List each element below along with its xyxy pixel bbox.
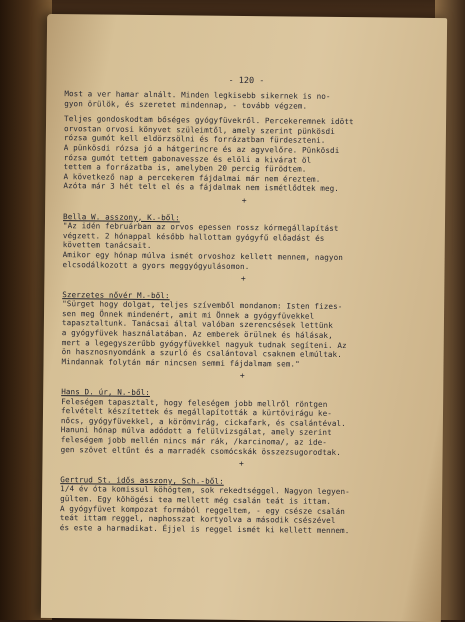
text-line: A gyógyfüvet kompozat formából reggeltem, - egy csésze csalán xyxy=(59,503,346,516)
page-number: - 120 - xyxy=(228,75,265,87)
text-line: gültem. Egy köhögési tea mellett még csalán teát is ittam. xyxy=(60,494,332,506)
text-line: Azóta már 3 hét telt el és a fájdalmak nem ismétlődtek meg. xyxy=(63,181,340,194)
text-line: 1/4 év óta komissul köhögtem, sok rekedtséggel. Nagyon legyen- xyxy=(60,484,350,497)
testimonial-heading: Szerzetes nővér M.-ből: xyxy=(62,289,170,300)
text-line: Amikor egy hónap múlva ismét orvoshoz kellett mennem, nagyon xyxy=(62,250,343,262)
text-line: teát ittam reggel, naphosszat kortyolva a második csészével xyxy=(59,513,336,526)
text-line: és este a harmadikat. Éjjel is reggel ismét ki kellett mennem. xyxy=(59,522,350,535)
text-line: felvételt készítettek és megállapították a kürtövirágu ke- xyxy=(60,406,333,419)
testimonial-heading: Hans D. úr, N.-ből: xyxy=(61,387,151,398)
text-line: Teljes gondoskodtam bőséges gyógyfüvekről. Percekeremnek idött xyxy=(64,114,354,127)
text-line: nőcs, gyógyfüvekkel, a körömvirág, cickafark, és csalántéval. xyxy=(60,415,346,428)
text-line: gen szövet eltűnt és a marradék csomócskák összezsugorodtak. xyxy=(60,444,341,457)
text-line: tettem a forrázatba is, amelyben 20 percig fürödtem. xyxy=(63,162,307,174)
testimonial-heading: Bella W. asszony, K.-ből: xyxy=(63,211,180,222)
paragraph xyxy=(61,299,424,370)
section-separator: + xyxy=(240,274,246,284)
section-separator: + xyxy=(238,459,244,469)
text-line: végzett. 2 hónappal később hallottam gyógyfű előadást és xyxy=(62,230,325,243)
text-line: a gyógyfüvek használatában. Az emberek örülnek és hálásak, xyxy=(61,328,333,340)
text-line: mert a legegyszerűbb gyógyfüvekkel nagyuk tudnak segíteni. Az xyxy=(61,337,347,350)
text-line: A következő nap a percekerem fájdalmai már nem éreztem. xyxy=(63,171,321,184)
paragraph xyxy=(64,89,426,112)
text-line: Most a ver hamar alnált. Minden legkisebb sikernek is no- xyxy=(64,89,331,101)
testimonial-heading: Gertrud St. idős asszony, Sch.-ből: xyxy=(60,474,224,486)
text-line: követtem tanácsait. xyxy=(62,240,152,251)
text-line: feleségem jobb mellén nincs már rák, /karcinoma/, az ide- xyxy=(60,435,328,447)
page-text xyxy=(60,89,427,536)
paragraph xyxy=(63,221,425,273)
section-separator: + xyxy=(241,195,247,205)
text-line: "Sürget hogy dolgat, teljes szívemből mondanom: Isten fizes- xyxy=(62,299,343,312)
paragraph xyxy=(61,397,424,458)
text-line: ön hasznosnyomdánk a szurló és csalántoval csaknem elmúltak. xyxy=(61,347,342,360)
text-line: A pünkösdi rózsa jó a hátgerincre és az agyvelőre. Pünkösdi xyxy=(63,143,340,155)
paragraph xyxy=(63,114,426,195)
text-line: elcsodálkozott a gyors meggyógyulásomon. xyxy=(62,259,250,271)
text-line: Feleségem tapasztalt, hogy feleségem jobb mellről röntgen xyxy=(61,396,328,409)
text-line: gyon örülök, és szeretet mindennap, - tovább végzem. xyxy=(64,98,308,111)
text-line: rózsa gumót tettem gabonavessze és elöli a kivárat öl xyxy=(63,152,312,165)
text-line: tapasztaltunk. Tanácsai által valóban szerencsések lettünk xyxy=(61,318,333,331)
text-line: sen meg Önnek mindenért, amit mi Önnek a gyógyfüvekkel xyxy=(61,308,315,321)
text-line: orvostan orvosi könyvet szüleimtől, amely szerint pünkösdi xyxy=(63,123,335,136)
text-line: "Az idén februárban az orvos epessen rossz kórmegállapítást xyxy=(62,221,339,234)
paragraph xyxy=(60,484,422,536)
section-separator: + xyxy=(239,371,245,381)
text-line: Hanuni hónap múlva adódott a felülvizsgálat, amely szerint xyxy=(60,425,332,438)
book-page xyxy=(41,14,447,622)
text-line: Mindannak folytán már nincsen semmi fájdalmam sem." xyxy=(61,356,300,369)
text-line: rózsa gumót kell eldörzsölni és forrázatban fürdeszteni. xyxy=(63,133,326,146)
